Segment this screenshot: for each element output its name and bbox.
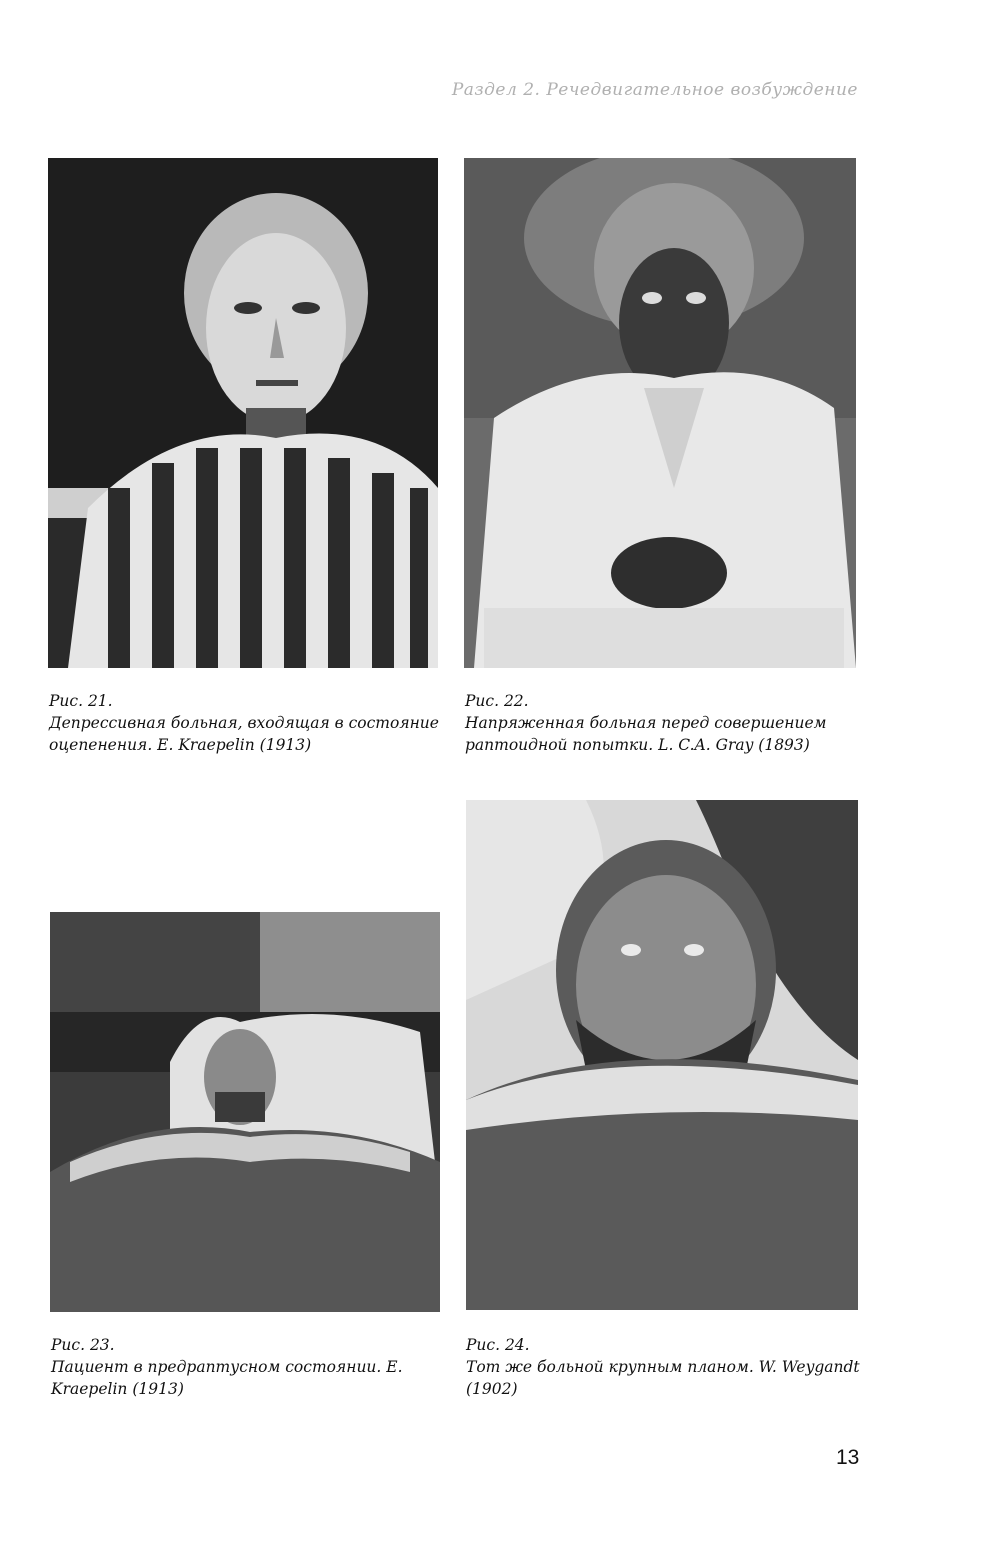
figure-23-text: Пациент в предраптусном состоянии. E. Kraepelin (1913): [51, 1358, 403, 1398]
figure-21-number: Рис. 21.: [49, 692, 113, 710]
figure-22-caption: [465, 690, 857, 756]
figure-23-number: Рис. 23.: [51, 1336, 115, 1354]
running-head: Раздел 2. Речедвигательное возбуждение: [451, 80, 858, 100]
figure-22-number: Рис. 22.: [465, 692, 529, 710]
figure-24-photo: [466, 800, 858, 1310]
figure-22-photo: [464, 158, 856, 668]
figure-21-text: Депрессивная больная, входящая в состояние оцепенения. E. Kraepelin (1913): [49, 714, 439, 754]
page-number: 13: [836, 1446, 860, 1469]
figure-21-photo: [48, 158, 438, 668]
figure-21-caption: [49, 690, 441, 756]
figure-23-caption: [51, 1334, 443, 1400]
figure-24-caption: [466, 1334, 866, 1400]
figure-24-text: Тот же больной крупным планом. W. Weygandt (1902): [466, 1358, 860, 1398]
figure-23-photo: [50, 912, 440, 1312]
figure-22-text: Напряженная больная перед совершением раптоидной попытки. L. C.A. Gray (1893): [465, 714, 827, 754]
figure-24-number: Рис. 24.: [466, 1336, 530, 1354]
